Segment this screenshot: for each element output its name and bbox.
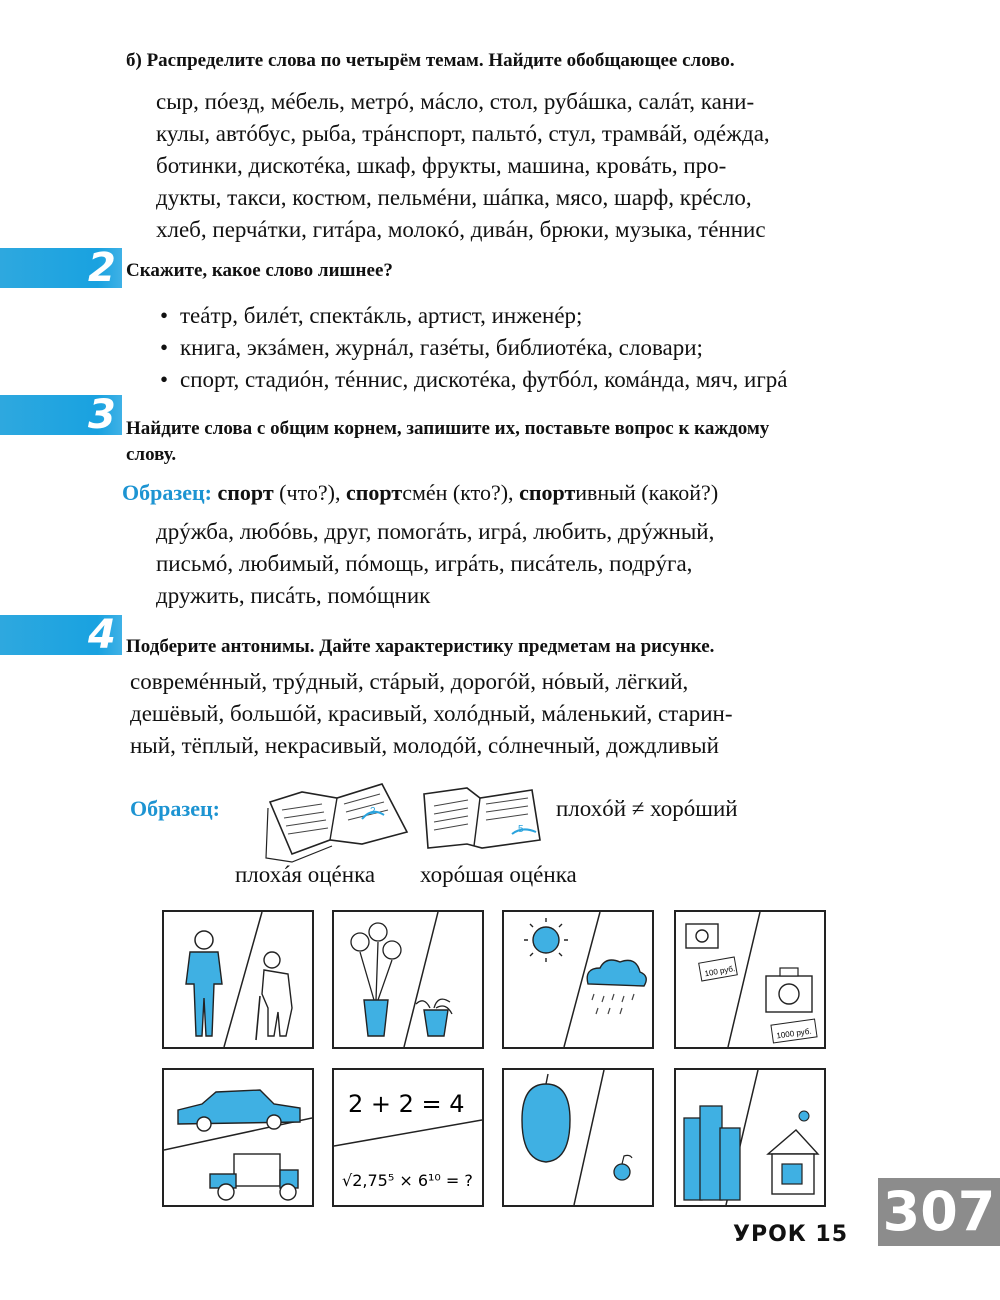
exercise-4-instruction: Подберите антонимы. Дайте характеристику предметам на рисунке. [126, 636, 715, 657]
sample-label: Образец: [122, 480, 212, 505]
price-tag-small [699, 957, 738, 981]
small-apple-icon [614, 1155, 632, 1180]
picture-cheap-expensive-camera [674, 910, 826, 1049]
caption-bad-grade: плохáя оцéнка [235, 862, 376, 887]
sample-root: спорт [345, 480, 403, 505]
small-house-icon [768, 1111, 818, 1194]
picture-young-old-man [162, 910, 314, 1049]
skyscrapers-icon [684, 1106, 740, 1200]
exercise-3-sample [122, 478, 718, 508]
picture-sun-rain [502, 910, 654, 1049]
page-number: 307 [878, 1178, 1000, 1246]
word-line: совремéнный, трýдный, стáрый, дорогóй, нóвый, лёгкий, [130, 669, 689, 694]
sample-word: спорт [217, 480, 274, 505]
word-line: ный, тёплый, некрасивый, молодóй, сóлнечный, дождливый [130, 733, 719, 758]
picture-new-old-car [162, 1068, 314, 1207]
list-item: • теáтр, билéт, спектáкль, артист, инженéр; [158, 300, 787, 332]
sample-suffix: смéн [402, 480, 448, 505]
sample-suffix: ивный [575, 480, 636, 505]
picture-fresh-wilted-flowers [332, 910, 484, 1049]
exercise-2-tab [0, 245, 122, 291]
small-camera-icon [686, 924, 718, 948]
antonym-pair: плохóй ≠ хорóший [556, 796, 738, 821]
word-line: дрýжба, любóвь, друг, помогáть, игрá, любить, дрýжный, [156, 519, 715, 544]
sample-notebooks [262, 774, 552, 864]
picture-easy-hard-math [332, 1068, 484, 1207]
list-item: • спорт, стадиóн, тéннис, дискотéка, футбóл, комáнда, мяч, игрá [158, 364, 787, 396]
grade-mark: 5 [518, 824, 524, 835]
exercise-number: 4 [88, 612, 116, 658]
sample-root: спорт [519, 480, 576, 505]
word-line: ботинки, дискотéка, шкаф, фрукты, машина, кровáть, про- [156, 153, 727, 178]
word-line: кулы, автóбус, рыба, трáнспорт, пальтó, стул, трамвáй, одéжда, [156, 121, 770, 146]
word-line: сыр, пóезд, мéбель, метрó, мáсло, стол, рубáшка, салáт, кани- [156, 89, 755, 114]
hard-equation: √2,75⁵ × 6¹⁰ = ? [342, 1171, 473, 1190]
price-tag-large [771, 1019, 817, 1043]
lesson-label: УРОК 15 [733, 1222, 849, 1247]
fresh-flowers-icon [351, 923, 401, 1036]
exercise-number: 3 [88, 392, 116, 438]
good-grade-notebook-icon [424, 788, 540, 848]
instruction-line: слову. [126, 444, 177, 465]
exercise-number: 2 [88, 245, 116, 291]
sample-question: (какой?) [635, 480, 719, 505]
picture-big-small-apple [502, 1068, 654, 1207]
exercise-2-instruction: Скажите, какое слово лишнее? [126, 260, 393, 281]
exercise-4-word-list [130, 666, 733, 762]
sun-icon [524, 918, 568, 962]
big-apple-icon [522, 1074, 570, 1162]
exercise-4-tab [0, 612, 122, 658]
grade-mark: 2 [370, 806, 376, 817]
large-camera-icon [766, 968, 812, 1012]
old-car-icon [210, 1154, 298, 1200]
word-line: дешёвый, большóй, красивый, холóдный, мáленький, старин- [130, 701, 733, 726]
caption-good-grade: хорóшая оцéнка [420, 862, 577, 887]
easy-equation: 2 + 2 = 4 [348, 1090, 465, 1118]
word-line: дукты, такси, костюм, пельмéни, шáпка, мясо, шарф, крéсло, [156, 185, 752, 210]
exercise-1b-word-list [156, 86, 770, 246]
rain-cloud-icon [587, 960, 646, 1014]
word-line: хлеб, перчáтки, гитáра, молокó, дивáн, брюки, музыка, тéннис [156, 217, 766, 242]
word-line: дружить, писáть, помóщник [156, 583, 431, 608]
wilted-flowers-icon [416, 999, 452, 1036]
exercise-3-tab [0, 392, 122, 438]
exercise-4-sample-label: Образец: [130, 796, 220, 821]
word-line: письмó, любимый, пóмощь, игрáть, писáтель, подрýга, [156, 551, 693, 576]
bad-grade-notebook-icon [266, 784, 407, 862]
instruction-line: Найдите слова с общим корнем, запишите их, поставьте вопрос к каждому [126, 418, 770, 439]
svg-text:1000 руб.: 1000 руб. [775, 1026, 813, 1041]
list-item: • книга, экзáмен, журнáл, газéты, библиотéка, словари; [158, 332, 787, 364]
young-man-icon [186, 931, 222, 1036]
exercise-3-instruction [126, 416, 769, 468]
picture-city-house [674, 1068, 826, 1207]
exercise-3-word-list [156, 516, 714, 612]
exercise-2-list [158, 300, 787, 396]
svg-text:100 руб.: 100 руб. [703, 964, 736, 979]
exercise-1b-instruction: б) Распределите слова по четырём темам. Найдите обобщающее слово. [126, 50, 735, 71]
old-man-icon [256, 952, 292, 1040]
sample-question: (кто?), [447, 480, 520, 505]
sample-question: (что?), [273, 480, 346, 505]
